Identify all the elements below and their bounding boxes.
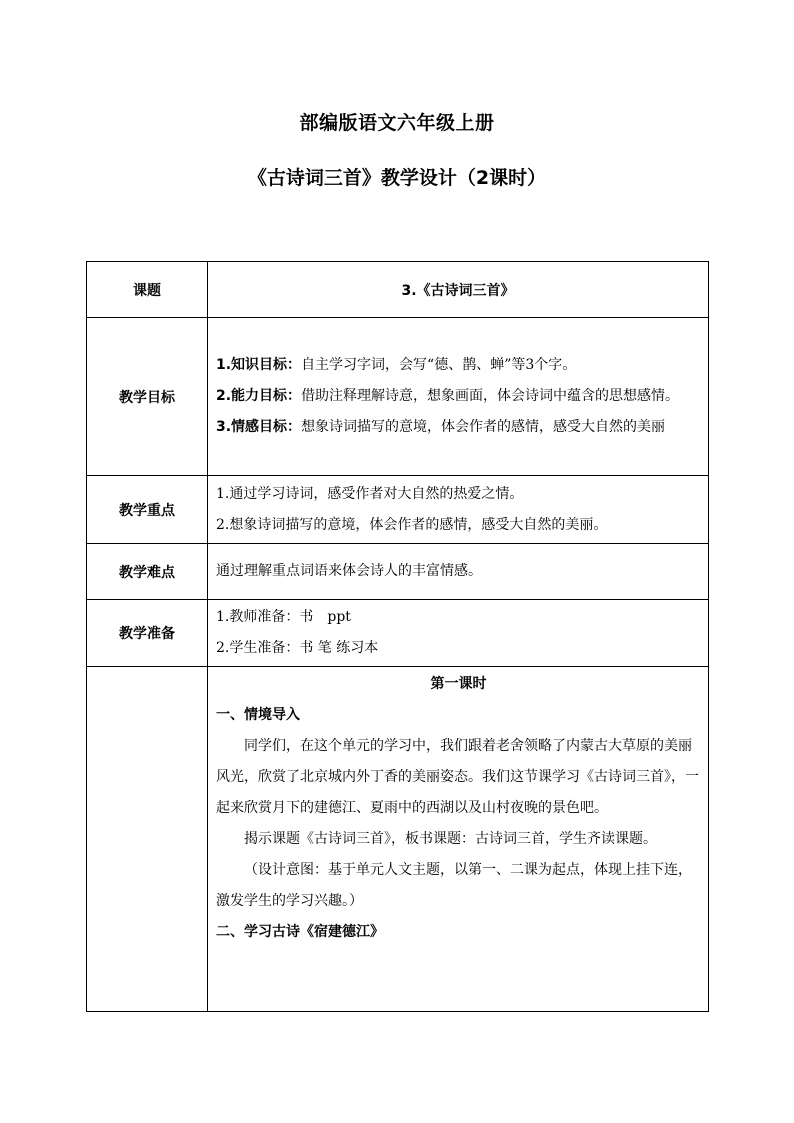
- preparation-item: 2.学生准备：书 笔 练习本: [216, 640, 379, 656]
- goals-content: [208, 318, 709, 476]
- goals-row: [87, 318, 709, 476]
- preparation-content: [208, 600, 709, 667]
- document-title: 部编版语文六年级上册: [299, 112, 495, 134]
- key-point-item: 2.想象诗词描写的意境，体会作者的感情，感受大自然的美丽。: [216, 516, 608, 533]
- lesson-row: [87, 667, 709, 1012]
- key-points-label: 教学重点: [87, 476, 208, 544]
- key-points-row: [87, 476, 709, 544]
- goal-item: 3.情感目标：想象诗词描写的意境，体会作者的感情，感受大自然的美丽: [216, 419, 666, 435]
- topic-label: 课题: [87, 262, 208, 318]
- difficulty-content: 通过理解重点词语来体会诗人的丰富情感。: [208, 544, 709, 600]
- lesson-paragraph: 同学们，在这个单元的学习中，我们跟着老舍领略了内蒙古大草原的美丽风光，欣赏了北京城内外丁香的美丽姿态。我们这节课学习《古诗词三首》，一起来欣赏月下的建德江、夏雨中的西湖以及山村夜晚的景色吧。: [216, 738, 699, 816]
- key-point-item: 1.通过学习诗词，感受作者对大自然的热爱之情。: [216, 485, 524, 502]
- lesson-paragraph: 揭示课题《古诗词三首》，板书课题：古诗词三首，学生齐读课题。: [244, 831, 657, 847]
- difficulty-label: 教学难点: [87, 544, 208, 600]
- goal-item: 1.知识目标：自主学习字词，会写“德、鹊、蝉”等3个字。: [216, 357, 577, 373]
- document-subtitle: 《古诗词三首》教学设计（2课时）: [247, 167, 547, 189]
- design-intent-note: （设计意图：基于单元人文主题，以第一、二课为起点，体现上挂下连，激发学生的学习兴趣。）: [216, 862, 692, 909]
- topic-value: 3.《古诗词三首》: [208, 262, 709, 318]
- section-heading: 一、情境导入: [216, 707, 300, 723]
- preparation-label: 教学准备: [87, 600, 208, 667]
- preparation-item: 1.教师准备：书 ppt: [216, 609, 351, 625]
- lesson-heading: 第一课时: [430, 676, 487, 692]
- section-heading: 二、学习古诗《宿建德江》: [216, 924, 384, 940]
- lesson-plan-table: [86, 261, 709, 1012]
- goals-label: 教学目标: [87, 318, 208, 476]
- lesson-content: [208, 667, 709, 1012]
- preparation-row: [87, 600, 709, 667]
- key-points-content: [208, 476, 709, 544]
- lesson-label-cell: [87, 667, 208, 1012]
- difficulty-row: [87, 544, 709, 600]
- topic-row: [87, 262, 709, 318]
- goal-item: 2.能力目标：借助注释理解诗意，想象画面，体会诗词中蕴含的思想感情。: [216, 388, 680, 404]
